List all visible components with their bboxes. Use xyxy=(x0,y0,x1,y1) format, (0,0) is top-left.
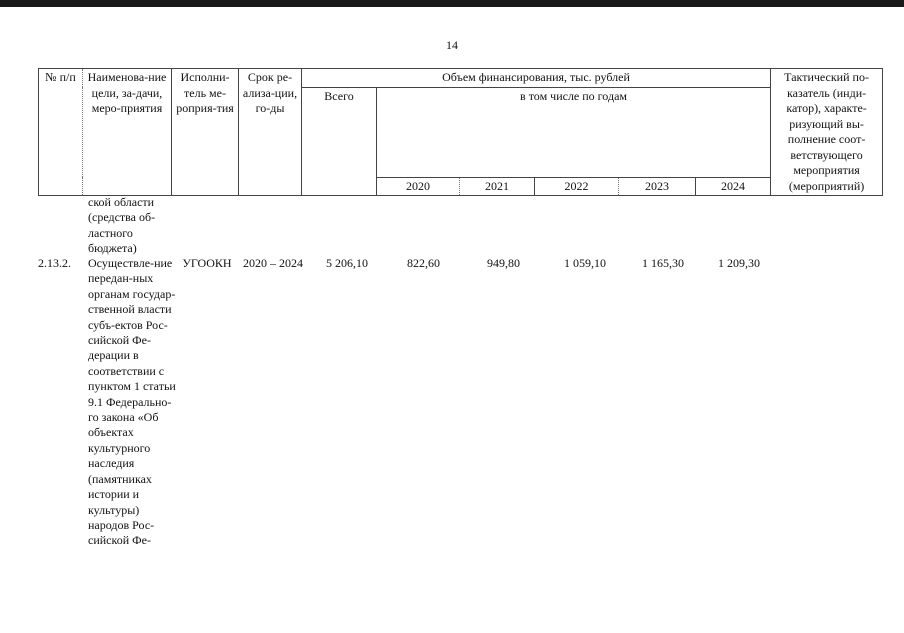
header-indicator: Тактический по-казатель (инди-катор), характе-ризующий вы-полнение соот-ветствующего мероприятия (мероприятий) xyxy=(771,69,883,196)
row-value-2024: 1 209,30 xyxy=(718,256,760,270)
header-num: № п/п xyxy=(39,69,83,196)
continuation-text: ской области (средства об-ластного бюджета) xyxy=(88,195,156,256)
header-year-2022: 2022 xyxy=(535,177,619,196)
row-term: 2020 – 2024 xyxy=(243,256,303,270)
header-year-2020: 2020 xyxy=(377,177,460,196)
row-value-2020: 822,60 xyxy=(407,256,440,270)
table-header xyxy=(38,68,883,196)
row-total: 5 206,10 xyxy=(326,256,368,270)
row-value-2023: 1 165,30 xyxy=(642,256,684,270)
row-number: 2.13.2. xyxy=(38,256,71,270)
header-term: Срок ре-ализа-ции, го-ды xyxy=(239,69,302,196)
header-executor: Исполни-тель ме-роприя-тия xyxy=(172,69,239,196)
page-number: 14 xyxy=(446,38,458,52)
row-value-2022: 1 059,10 xyxy=(564,256,606,270)
header-name: Наименова-ние цели, за-дачи, меро-приятия xyxy=(83,69,172,196)
header-by-years: в том числе по годам xyxy=(377,87,771,177)
header-total: Всего xyxy=(302,87,377,196)
header-year-2024: 2024 xyxy=(696,177,771,196)
header-funding: Объем финансирования, тыс. рублей xyxy=(302,69,771,88)
header-year-2021: 2021 xyxy=(460,177,535,196)
row-value-2021: 949,80 xyxy=(487,256,520,270)
row-executor: УГООКН xyxy=(182,256,232,270)
row-name: Осуществле-ние передан-ных органам государ-ственной власти субъ-ектов Рос-сийской Фе-дерации в соответствии с пунктом 1 статьи 9.1 Федерально-го закона «Об объектах культурного наследия (памятниках истории и культуры) народов Рос-сийской Фе- xyxy=(88,256,176,548)
top-edge-bar xyxy=(0,0,904,7)
header-year-2023: 2023 xyxy=(619,177,696,196)
